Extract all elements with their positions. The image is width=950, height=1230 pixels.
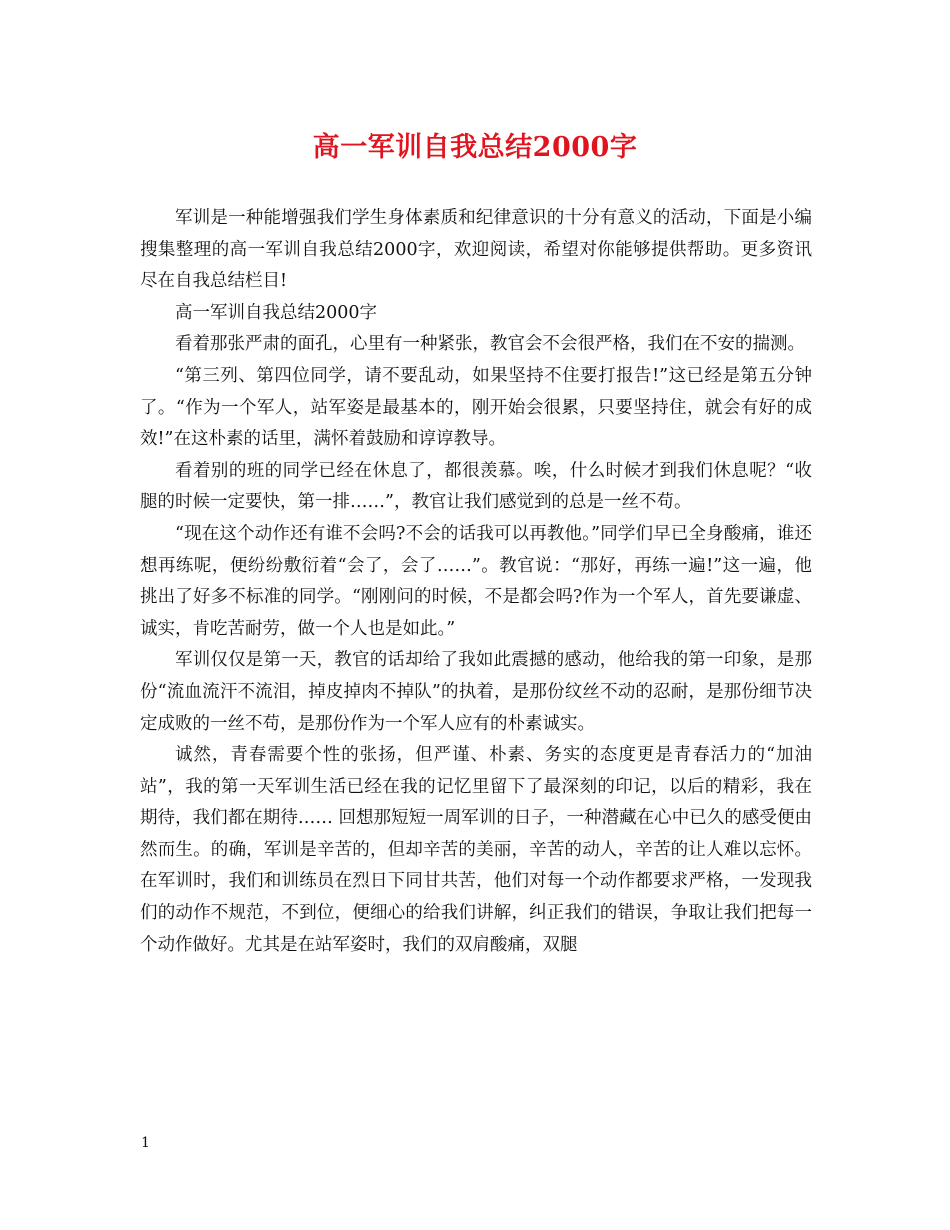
document-body xyxy=(140,203,812,961)
paragraph: “现在这个动作还有谁不会吗?不会的话我可以再教他。”同学们早已全身酸痛，谁还想再练呢，便纷纷敷衍着“会了，会了……”。教官说：“那好，再练一遍!”这一遍，他挑出了好多不标准的同学。“刚刚问的时候，不是都会吗?作为一个军人，首先要谦虚、诚实，肯吃苦耐劳，做一个人也是如此。” xyxy=(140,523,812,639)
paragraph-subtitle: 高一军训自我总结2000字 xyxy=(175,302,378,323)
paragraph: “第三列、第四位同学，请不要乱动，如果坚持不住要打报告!”这已经是第五分钟了。“作为一个军人，站军姿是最基本的，刚开始会很累，只要坚持住，就会有好的成效!”在这朴素的话里，满怀着鼓励和谆谆教导。 xyxy=(140,365,812,450)
paragraph: 军训仅仅是第一天，教官的话却给了我如此震撼的感动，他给我的第一印象，是那份“流血流汗不流泪，掉皮掉肉不掉队”的执着，是那份纹丝不动的忍耐，是那份细节决定成败的一丝不苟，是那份作为一个军人应有的朴素诚实。 xyxy=(140,650,812,734)
page-number: 1 xyxy=(141,1135,150,1151)
paragraph-intro: 军训是一种能增强我们学生身体素质和纪律意识的十分有意义的活动，下面是小编搜集整理的高一军训自我总结2000字，欢迎阅读，希望对你能够提供帮助。更多资讯尽在自我总结栏目! xyxy=(140,208,812,292)
document-title: 高一军训自我总结2000字 xyxy=(312,132,638,163)
paragraph: 看着那张严肃的面孔，心里有一种紧张，教官会不会很严格，我们在不安的揣测。 xyxy=(175,334,805,355)
paragraph: 诚然，青春需要个性的张扬，但严谨、朴素、务实的态度更是青春活力的“加油站”，我的第一天军训生活已经在我的记忆里留下了最深刻的印记，以后的精彩，我在期待，我们都在期待…… 回想那短短一周军训的日子，一种潜藏在心中已久的感受便由然而生。的确，军训是辛苦的，但却辛苦的美丽，辛苦的动人，辛苦的让人难以忘怀。在军训时，我们和训练员在烈日下同甘共苦，他们对每一个动作都要求严格，一发现我们的动作不规范，不到位，便细心的给我们讲解，纠正我们的错误，争取让我们把每一个动作做好。尤其是在站军姿时，我们的双肩酸痛，双腿 xyxy=(140,745,812,955)
paragraph: 看着别的班的同学已经在休息了，都很羡慕。唉，什么时候才到我们休息呢？“收腿的时候一定要快，第一排……”，教官让我们感觉到的总是一丝不苟。 xyxy=(140,460,812,513)
